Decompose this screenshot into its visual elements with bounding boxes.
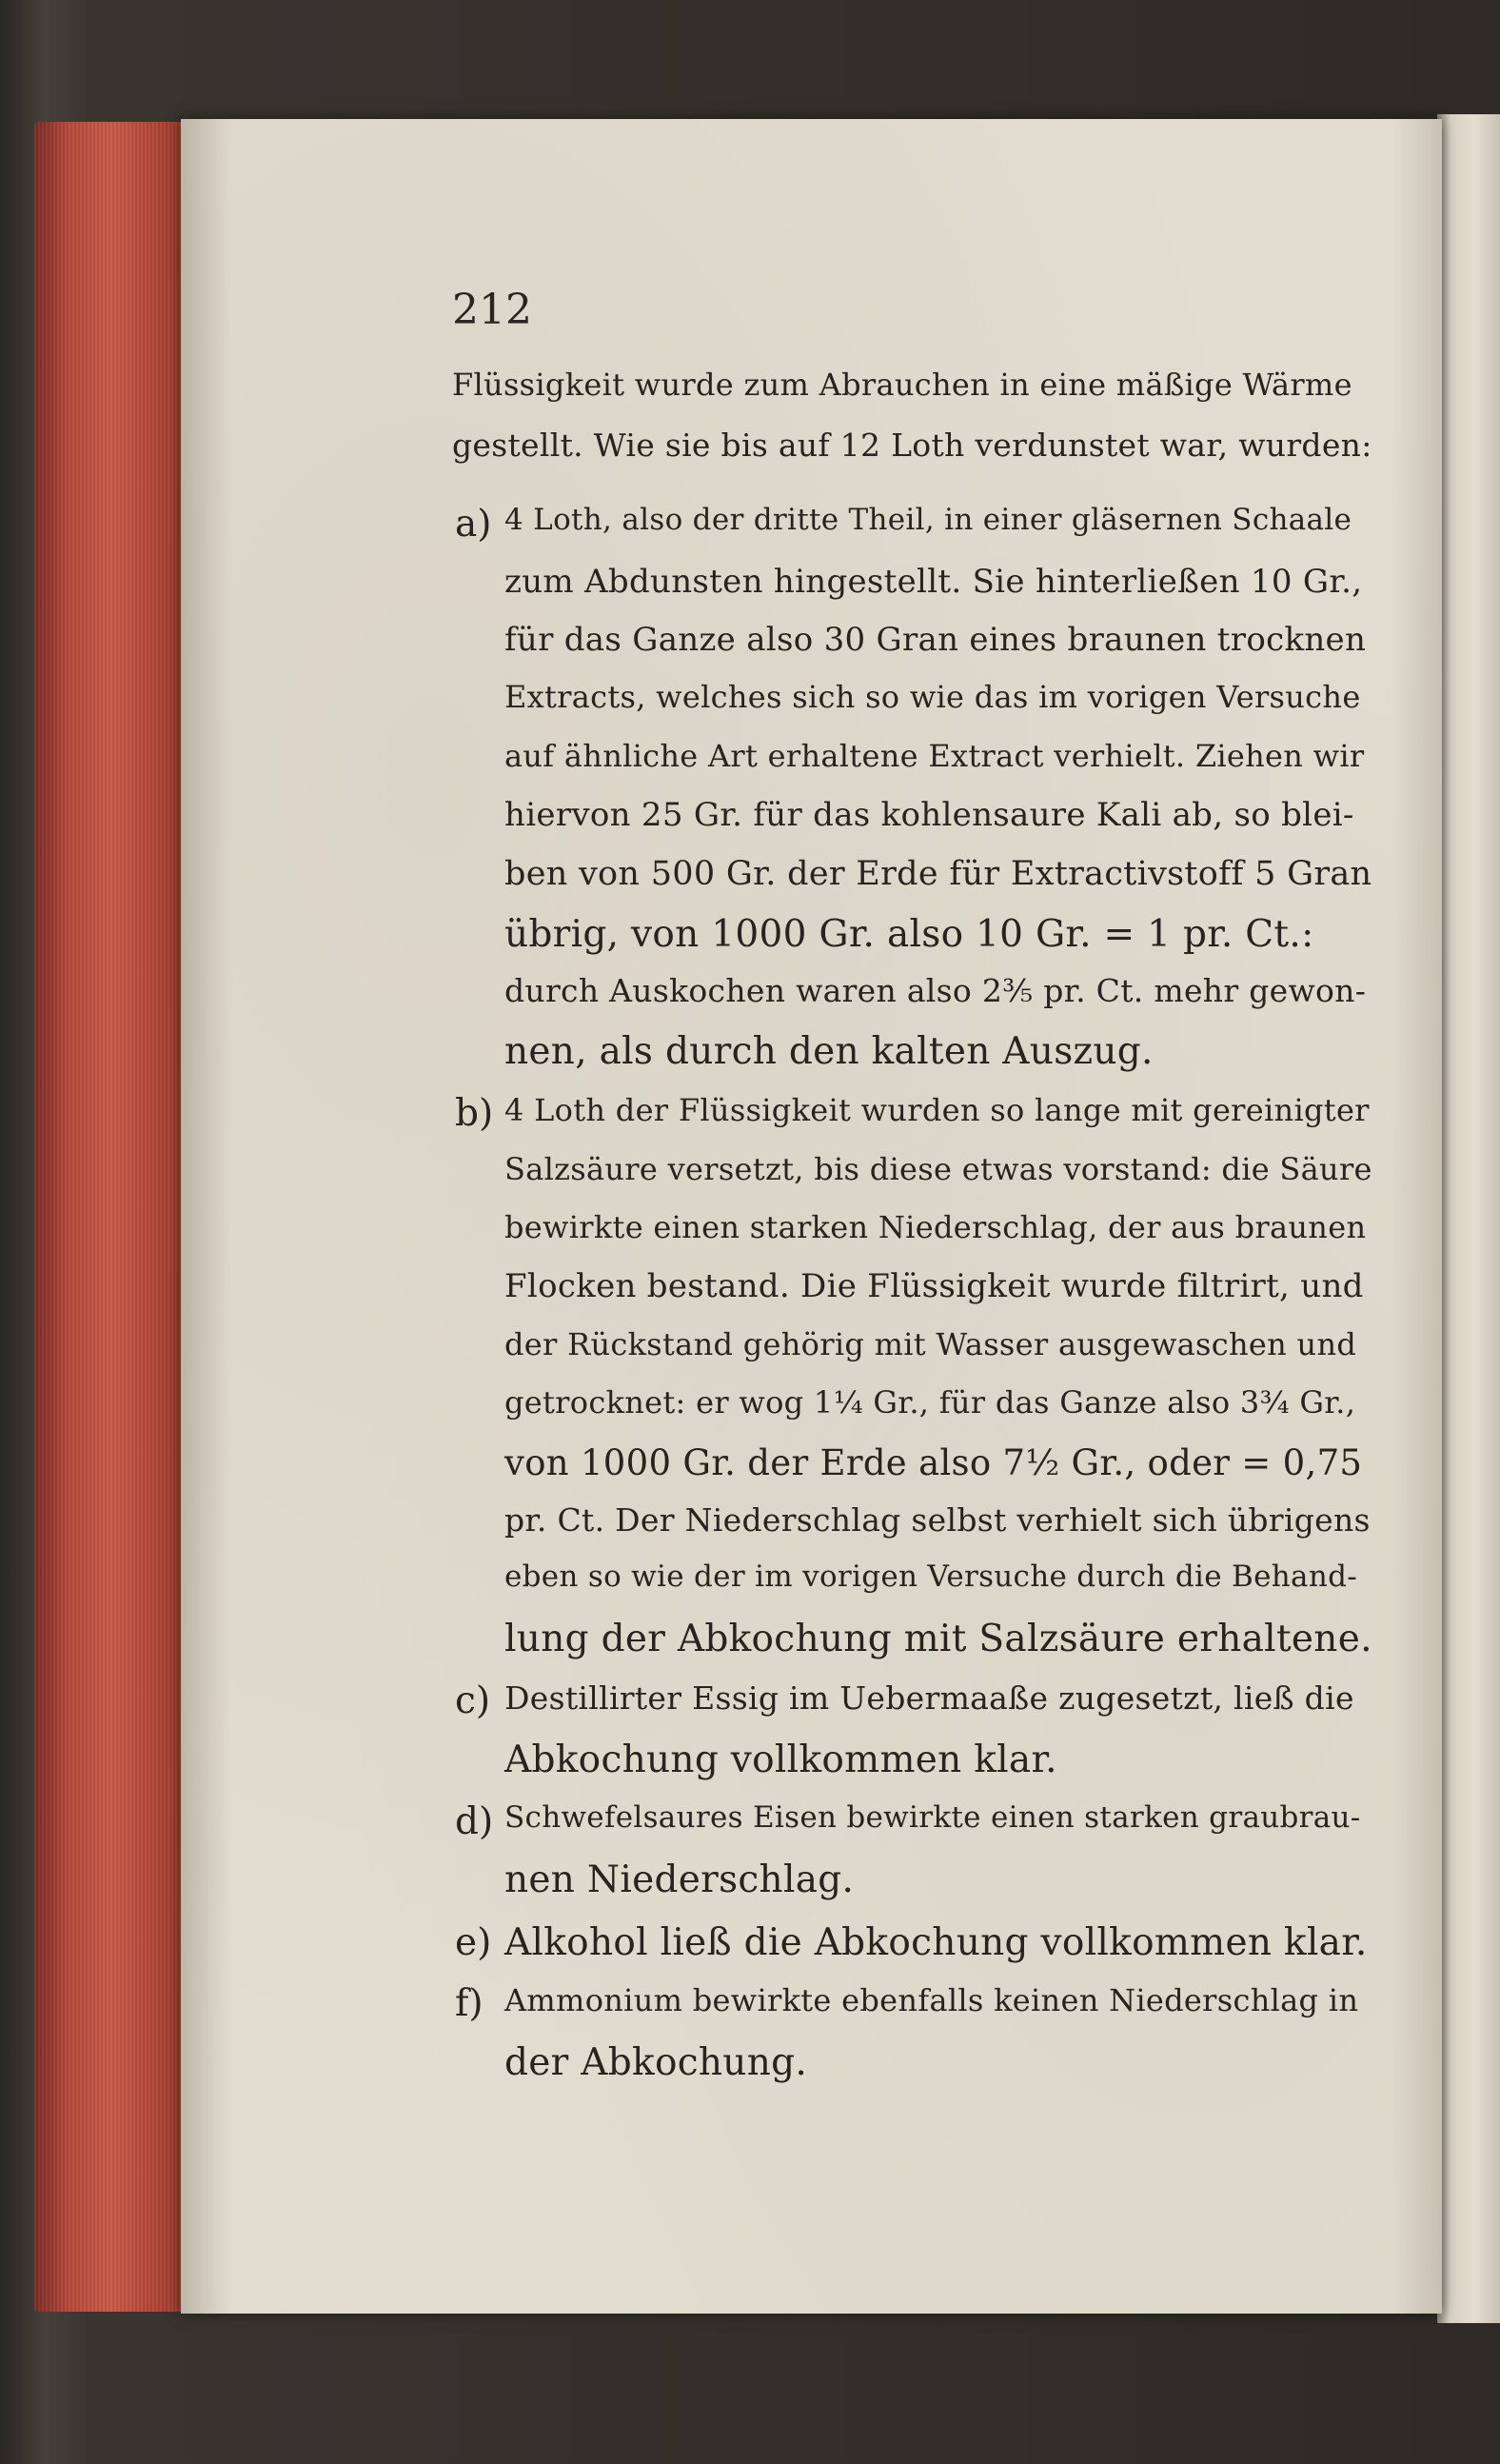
intro-line: Flüssigkeit wurde zum Abrauchen in eine mäßige Wärme bbox=[452, 367, 1352, 403]
item-a-line: 4 Loth, also der dritte Theil, in einer gläsernen Schaale bbox=[504, 503, 1352, 537]
item-a-line: übrig, von 1000 Gr. also 10 Gr. = 1 pr. Ct.: bbox=[504, 913, 1314, 956]
book-page-edges bbox=[34, 122, 206, 2312]
page-number: 212 bbox=[452, 286, 532, 334]
item-b-line: der Rückstand gehörig mit Wasser ausgewaschen und bbox=[504, 1326, 1357, 1362]
item-b-line: Flocken bestand. Die Flüssigkeit wurde filtrirt, und bbox=[504, 1267, 1364, 1305]
item-marker-f: f) bbox=[455, 1982, 484, 2025]
item-b-line: bewirkte einen starken Niederschlag, der aus braunen bbox=[504, 1209, 1367, 1245]
item-a-line: durch Auskochen waren also 2⅗ pr. Ct. mehr gewon- bbox=[504, 972, 1367, 1009]
item-b-line: getrocknet: er wog 1¼ Gr., für das Ganze also 3¾ Gr., bbox=[504, 1384, 1356, 1421]
item-marker-b: b) bbox=[455, 1092, 494, 1135]
item-f-line: der Abkochung. bbox=[504, 2041, 808, 2084]
item-marker-c: c) bbox=[455, 1679, 491, 1722]
item-marker-a: a) bbox=[455, 503, 492, 546]
item-b-line: Salzsäure versetzt, bis diese etwas vorstand: die Säure bbox=[504, 1151, 1372, 1187]
item-a-line: auf ähnliche Art erhaltene Extract verhielt. Ziehen wir bbox=[504, 738, 1365, 774]
facing-page-edge bbox=[1437, 114, 1500, 2323]
item-c-line: Abkochung vollkommen klar. bbox=[504, 1739, 1057, 1781]
item-a-line: zum Abdunsten hingestellt. Sie hinterließen 10 Gr., bbox=[504, 563, 1363, 601]
item-e-line: Alkohol ließ die Abkochung vollkommen klar. bbox=[504, 1921, 1368, 1964]
item-marker-d: d) bbox=[455, 1800, 494, 1843]
item-b-line: lung der Abkochung mit Salzsäure erhaltene. bbox=[504, 1618, 1372, 1660]
item-a-line: Extracts, welches sich so wie das im vorigen Versuche bbox=[504, 679, 1361, 715]
item-b-line: 4 Loth der Flüssigkeit wurden so lange mit gereinigter bbox=[504, 1092, 1370, 1128]
item-c-line: Destillirter Essig im Uebermaaße zugesetzt, ließ die bbox=[504, 1679, 1354, 1717]
item-a-line: ben von 500 Gr. der Erde für Extractivstoff 5 Gran bbox=[504, 855, 1372, 893]
item-f-line: Ammonium bewirkte ebenfalls keinen Niederschlag in bbox=[504, 1982, 1359, 2018]
item-b-line: von 1000 Gr. der Erde also 7½ Gr., oder = 0,75 bbox=[504, 1442, 1363, 1483]
item-a-line: hiervon 25 Gr. für das kohlensaure Kali ab, so blei- bbox=[504, 796, 1354, 834]
item-a-line: nen, als durch den kalten Auszug. bbox=[504, 1030, 1154, 1073]
item-a-line: für das Ganze also 30 Gran eines braunen trocknen bbox=[504, 621, 1367, 659]
intro-line: gestellt. Wie sie bis auf 12 Loth verdunstet war, wurden: bbox=[452, 427, 1372, 464]
item-marker-e: e) bbox=[455, 1921, 492, 1964]
item-d-line: nen Niederschlag. bbox=[504, 1858, 855, 1901]
item-b-line: eben so wie der im vorigen Versuche durch die Behand- bbox=[504, 1560, 1358, 1594]
item-d-line: Schwefelsaures Eisen bewirkte einen starken graubrau- bbox=[504, 1800, 1361, 1835]
item-b-line: pr. Ct. Der Niederschlag selbst verhielt sich übrigens bbox=[504, 1501, 1371, 1539]
